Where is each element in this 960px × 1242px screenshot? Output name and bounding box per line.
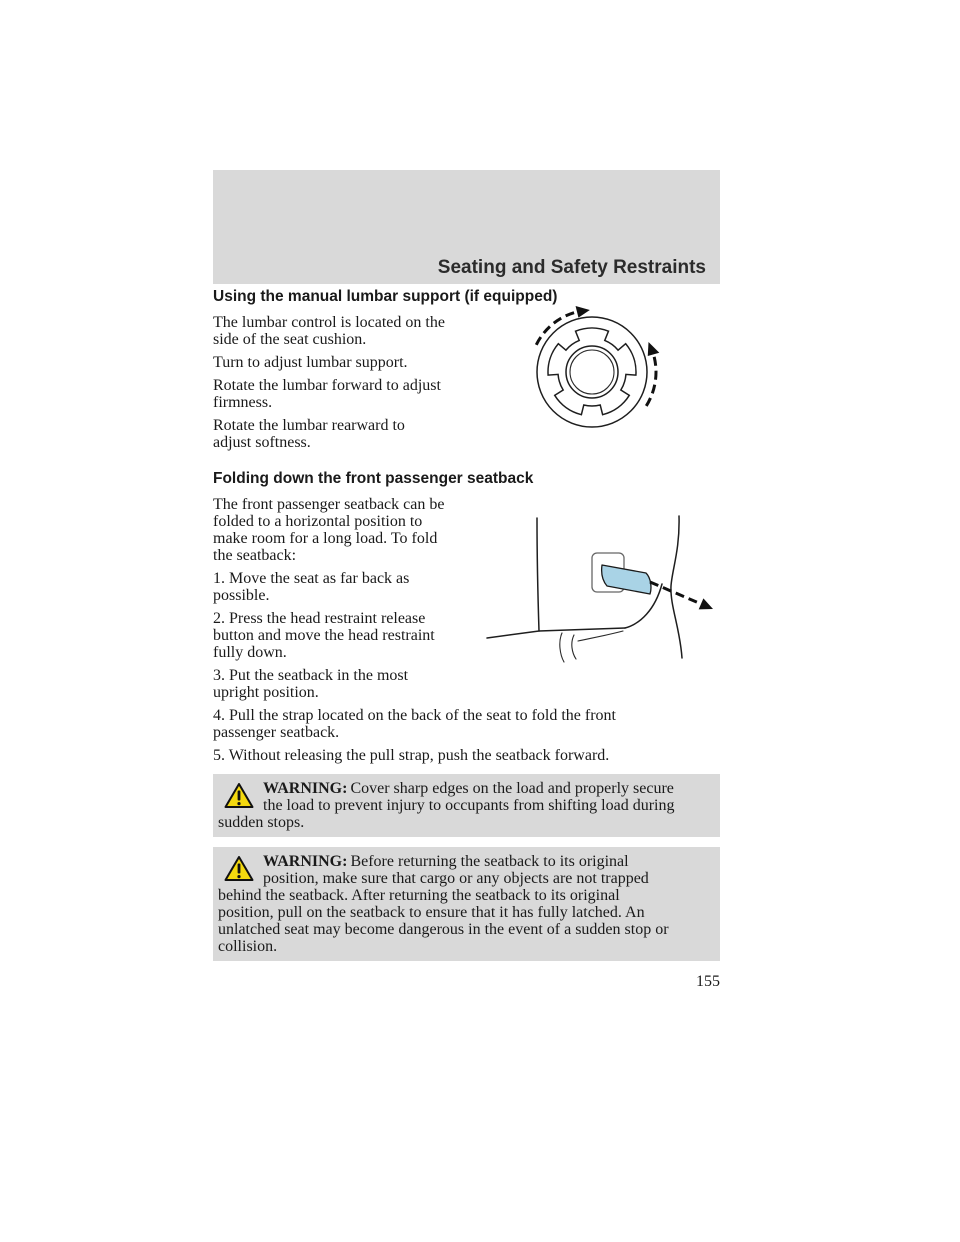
lumbar-paragraph: Turn to adjust lumbar support. [213, 354, 408, 371]
lumbar-paragraph: The lumbar control is located on the side of the seat cushion. [213, 314, 445, 348]
seatback-intro: The front passenger seatback can be folded to a horizontal position to make room for a long load. To fold the seatback: [213, 496, 445, 564]
warning-icon [224, 780, 254, 813]
warning-message [218, 780, 714, 831]
cushion-seam [572, 635, 576, 659]
exclamation-dot [237, 802, 240, 805]
cushion-seam [578, 631, 623, 641]
forward-arrow-head [576, 306, 590, 318]
pull-arrow-head [699, 598, 713, 609]
step-item: 3. Put the seatback in the most upright position. [213, 667, 409, 701]
lumbar-knob-illustration [520, 300, 680, 440]
exclamation-bar [238, 791, 241, 801]
seat-side-edge [537, 518, 539, 631]
warning-label: WARNING: [263, 853, 348, 870]
rearward-rotation-arrow [646, 354, 656, 406]
seatback-strap-illustration [480, 510, 720, 670]
step-item: 2. Press the head restraint release button and move the head restraint fully down. [213, 610, 435, 661]
page-title: Seating and Safety Restraints [437, 257, 706, 278]
exclamation-dot [237, 875, 240, 878]
rearward-arrow-head [648, 342, 660, 356]
warning-label: WARNING: [263, 780, 348, 797]
warning-box [213, 847, 720, 961]
warning-text: Cover sharp edges on the load and properly secure the load to prevent injury to occupants from shifting load during sudden stops. [218, 780, 675, 831]
seatback-heading: Folding down the front passenger seatback [213, 470, 534, 487]
cushion-seam [560, 633, 564, 662]
section-header-bar [213, 170, 720, 284]
lumbar-paragraph: Rotate the lumbar rearward to adjust softness. [213, 417, 405, 451]
step-item: 5. Without releasing the pull strap, push the seatback forward. [213, 747, 610, 764]
seat-cushion-edge [487, 628, 625, 638]
seatback-rear-edge [671, 516, 682, 658]
knob-hub-outer [566, 346, 618, 398]
warning-icon [224, 853, 254, 886]
step-item: 1. Move the seat as far back as possible. [213, 570, 410, 604]
lumbar-paragraph: Rotate the lumbar forward to adjust firmness. [213, 377, 441, 411]
exclamation-bar [238, 864, 241, 874]
warning-text: Before returning the seatback to its original position, make sure that cargo or any objects are not trapped behind the seatback. After returning the seatback to its original position, pull on the seatback to ensure that it has fully latched. An unlatched seat may become dangerous in the event of a sudden stop or collision. [218, 853, 669, 955]
warning-box [213, 774, 720, 837]
lumbar-heading: Using the manual lumbar support (if equipped) [213, 288, 558, 305]
step-item: 4. Pull the strap located on the back of the seat to fold the front passenger seatback. [213, 707, 616, 741]
warning-message [218, 853, 714, 955]
page-number: 155 [696, 973, 720, 990]
pull-direction-arrow [650, 582, 701, 604]
